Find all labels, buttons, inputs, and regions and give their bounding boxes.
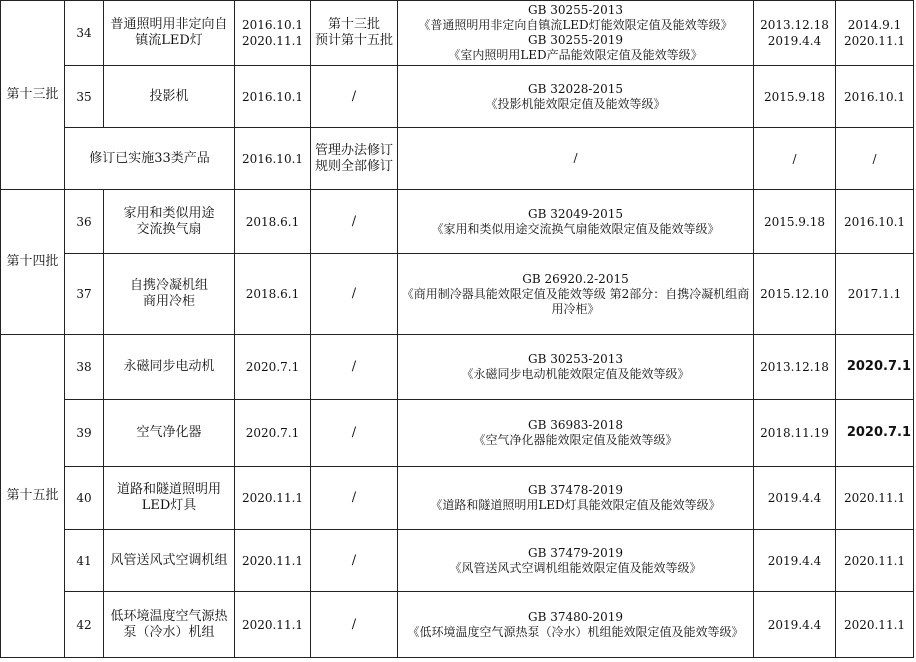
product-name: 空气净化器 [104,400,235,467]
product-name: 永磁同步电动机 [104,335,235,400]
product-name: 低环境温度空气源热 泵（冷水）机组 [104,592,235,658]
implement-date: 2020.11.1 [836,530,914,592]
publish-date: 2019.4.4 [754,592,836,658]
publish-date: 2013.12.18 [754,335,836,400]
standard: GB 37478-2019 《道路和隧道照明用LED灯具能效限定值及能效等级》 [398,467,754,530]
implement-date: 2020.11.1 [836,592,914,658]
standard: GB 32028-2015 《投影机能效限定值及能效等级》 [398,66,754,128]
batch-note: / [311,190,398,254]
product-name: 自携冷凝机组 商用冷柜 [104,254,235,335]
table-row [1,530,914,592]
effective-date: 2016.10.1 [235,66,311,128]
product-name: 投影机 [104,66,235,128]
publish-date: 2013.12.18 2019.4.4 [754,1,836,66]
effective-date: 2018.6.1 [235,254,311,335]
effective-date: 2020.11.1 [235,467,311,530]
publish-date: 2018.11.19 [754,400,836,467]
effective-date: 2018.6.1 [235,190,311,254]
product-name: 家用和类似用途 交流换气扇 [104,190,235,254]
batch-note: / [311,530,398,592]
standard: GB 32049-2015 《家用和类似用途交流换气扇能效限定值及能效等级》 [398,190,754,254]
table-row [1,190,914,254]
row-number: 42 [65,592,104,658]
implement-date: / [836,128,914,190]
batch-note: / [311,400,398,467]
standard: GB 30253-2013 《永磁同步电动机能效限定值及能效等级》 [398,335,754,400]
row-number: 40 [65,467,104,530]
row-number: 34 [65,1,104,66]
implement-date: 2016.10.1 [836,190,914,254]
row-number: 35 [65,66,104,128]
row-number: 39 [65,400,104,467]
implement-date: 2014.9.1 2020.11.1 [836,1,914,66]
standard: GB 36983-2018 《空气净化器能效限定值及能效等级》 [398,400,754,467]
row-number: 37 [65,254,104,335]
table-row [1,467,914,530]
table-row [1,592,914,658]
publish-date: 2015.9.18 [754,190,836,254]
table-row [1,254,914,335]
table-row [1,335,914,400]
implement-date: 2020.7.1 [836,400,914,467]
effective-date: 2020.11.1 [235,592,311,658]
batch-cell-14: 第十四批 [1,190,65,335]
product-name: 修订已实施33类产品 [65,128,235,190]
row-number: 41 [65,530,104,592]
publish-date: 2015.9.18 [754,66,836,128]
product-name: 普通照明用非定向自镇流LED灯 [104,1,235,66]
batch-cell-13: 第十三批 [1,1,65,190]
implement-date: 2020.11.1 [836,467,914,530]
effective-date: 2020.7.1 [235,400,311,467]
batch-note: / [311,335,398,400]
batch-cell-15: 第十五批 [1,335,65,658]
effective-date: 2016.10.1 2020.11.1 [235,1,311,66]
table-row [1,400,914,467]
table-row [1,66,914,128]
publish-date: 2019.4.4 [754,467,836,530]
batch-note: / [311,592,398,658]
standard: / [398,128,754,190]
batch-note: / [311,66,398,128]
implement-date: 2016.10.1 [836,66,914,128]
product-name: 道路和隧道照明用 LED灯具 [104,467,235,530]
effective-date: 2020.11.1 [235,530,311,592]
publish-date: 2019.4.4 [754,530,836,592]
implement-date: 2017.1.1 [836,254,914,335]
implement-date: 2020.7.1 [836,335,914,400]
table-row [1,128,914,190]
standard: GB 37479-2019 《风管送风式空调机组能效限定值及能效等级》 [398,530,754,592]
row-number: 36 [65,190,104,254]
batch-note: / [311,254,398,335]
batch-note: 第十三批 预计第十五批 [311,1,398,66]
product-name: 风管送风式空调机组 [104,530,235,592]
effective-date: 2020.7.1 [235,335,311,400]
standard: GB 30255-2013 《普通照明用非定向自镇流LED灯能效限定值及能效等级》 GB 30255-2019 《室内照明用LED产品能效限定值及能效等级》 [398,1,754,66]
batch-note: 管理办法修订 规则全部修订 [311,128,398,190]
effective-date: 2016.10.1 [235,128,311,190]
publish-date: 2015.12.10 [754,254,836,335]
batch-note: / [311,467,398,530]
standard: GB 26920.2-2015 《商用制冷器具能效限定值及能效等级 第2部分：自携冷凝机组商用冷柜》 [398,254,754,335]
table-row [1,1,914,66]
publish-date: / [754,128,836,190]
standard: GB 37480-2019 《低环境温度空气源热泵（冷水）机组能效限定值及能效等级》 [398,592,754,658]
row-number: 38 [65,335,104,400]
